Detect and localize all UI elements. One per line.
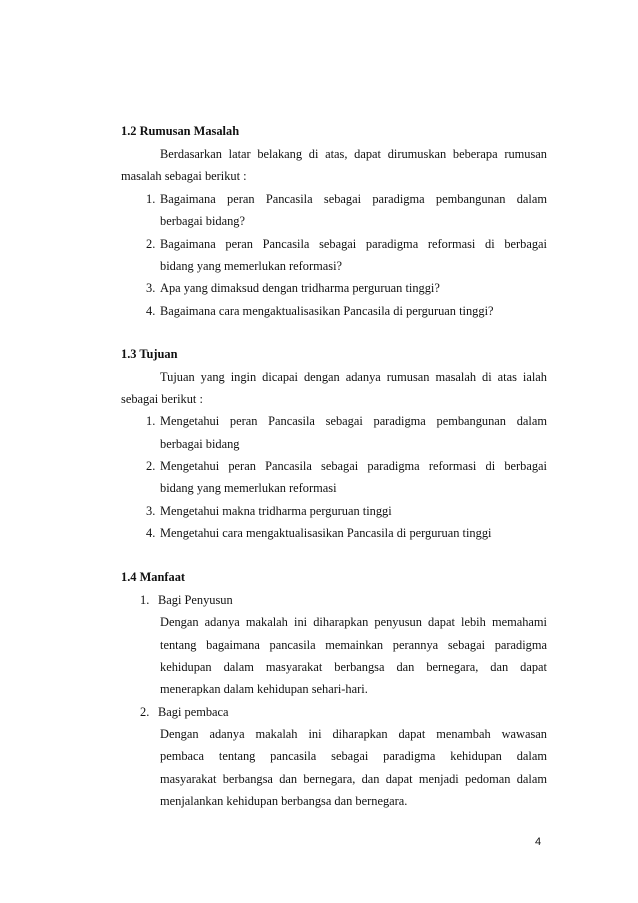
paragraph-line: tentang bagaimana pancasila memainkan perannya sebagai paradigma [160,638,547,652]
list-item-line: Mengetahui cara mengaktualisasikan Pancasila di perguruan tinggi [160,526,492,540]
list-number: 3. [146,281,156,295]
section-heading-rumusan-masalah: 1.2 Rumusan Masalah [121,124,240,138]
list-item-title: Bagi Penyusun [158,593,233,607]
list-number: 4. [146,304,156,318]
paragraph-line: Tujuan yang ingin dicapai dengan adanya rumusan masalah di atas ialah [160,370,547,384]
list-number: 2. [140,705,150,719]
section-heading-manfaat: 1.4 Manfaat [121,570,186,584]
list-item-line: Mengetahui peran Pancasila sebagai paradigma reformasi di berbagai [160,459,547,473]
list-item-line: Bagaimana peran Pancasila sebagai paradigma reformasi di berbagai [160,237,547,251]
paragraph-line: kehidupan dalam masyarakat berbangsa dan bernegara, dan dapat [160,660,547,674]
paragraph-line: sebagai berikut : [121,392,203,406]
list-number: 2. [146,459,156,473]
section-heading-tujuan: 1.3 Tujuan [121,347,178,361]
list-item-line: Mengetahui makna tridharma perguruan tinggi [160,504,392,518]
list-item-line: Bagaimana peran Pancasila sebagai paradigma pembangunan dalam [160,192,547,206]
list-item-line: bidang yang memerlukan reformasi? [160,259,343,273]
list-item-line: berbagai bidang [160,437,240,451]
paragraph-line: menerapkan dalam kehidupan sehari-hari. [160,682,368,696]
list-number: 4. [146,526,156,540]
paragraph-line: pembaca tentang pancasila sebagai paradigma kehidupan dalam [160,749,547,763]
paragraph-line: Dengan adanya makalah ini diharapkan penyusun dapat lebih memahami [160,615,547,629]
paragraph-line: menjalankan kehidupan berbangsa dan bernegara. [160,794,408,808]
list-number: 2. [146,237,156,251]
list-number: 3. [146,504,156,518]
list-item-line: Bagaimana cara mengaktualisasikan Pancasila di perguruan tinggi? [160,304,494,318]
list-item-line: Mengetahui peran Pancasila sebagai paradigma pembangunan dalam [160,414,547,428]
page-number: 4 [535,836,542,848]
list-number: 1. [140,593,150,607]
list-item-line: bidang yang memerlukan reformasi [160,481,337,495]
paragraph-line: masalah sebagai berikut : [121,169,247,183]
paragraph-line: Berdasarkan latar belakang di atas, dapat dirumuskan beberapa rumusan [160,147,547,161]
list-item-line: Apa yang dimaksud dengan tridharma perguruan tinggi? [160,281,440,295]
paragraph-line: Dengan adanya makalah ini diharapkan dapat menambah wawasan [160,727,547,741]
list-number: 1. [146,414,156,428]
list-item-line: berbagai bidang? [160,214,245,228]
paragraph-line: masyarakat berbangsa dan bernegara, dan dapat menjadi pedoman dalam [160,772,547,786]
list-number: 1. [146,192,156,206]
list-item-title: Bagi pembaca [158,705,229,719]
